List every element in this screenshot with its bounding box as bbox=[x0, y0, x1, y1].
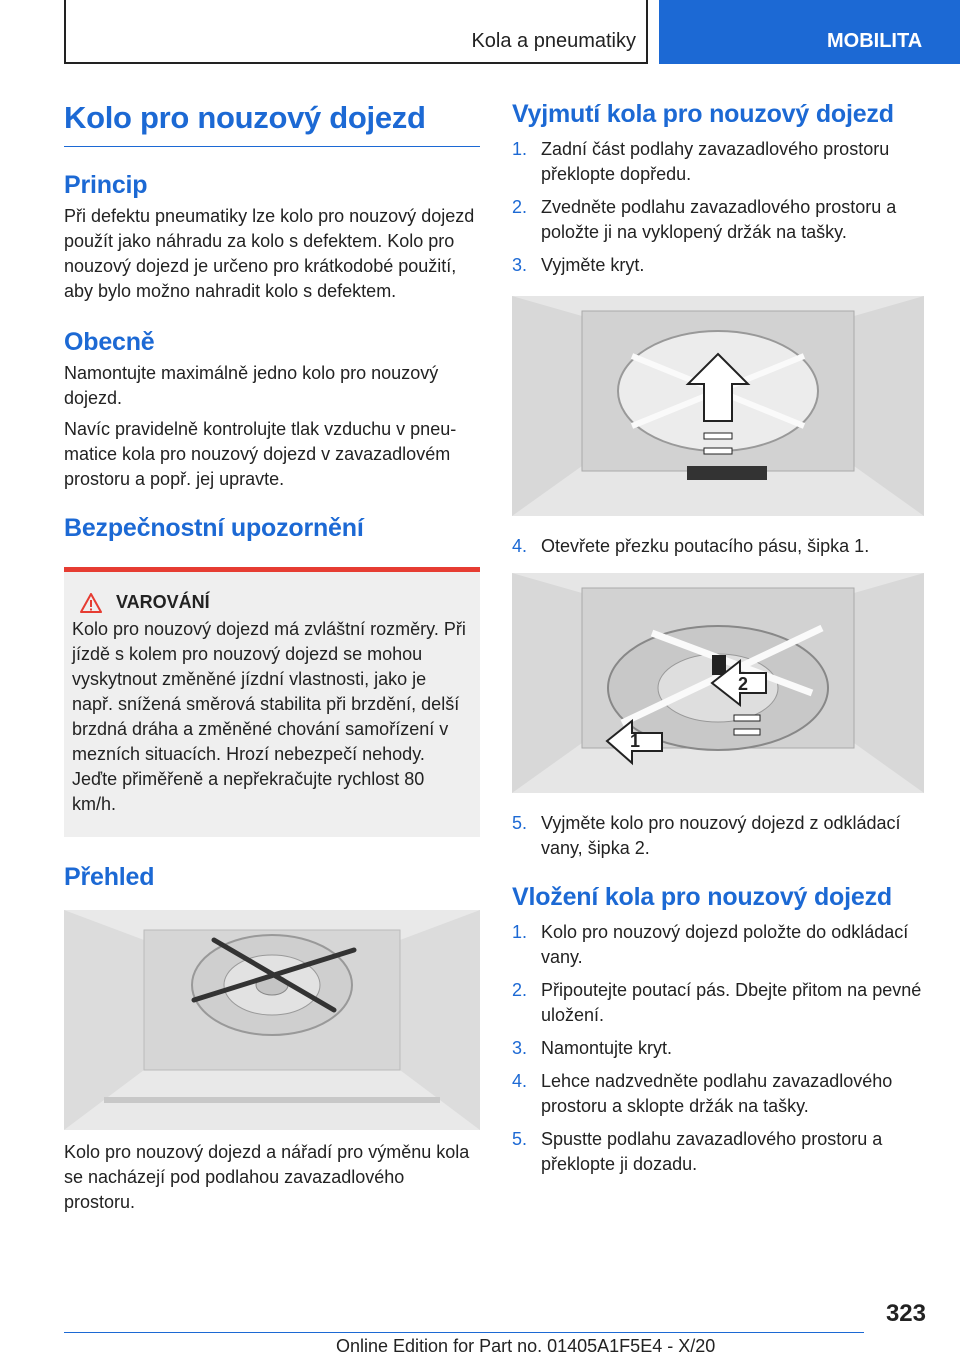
list-item: 5. Vyjměte kolo pro nouzový dojezd z odkládací vany, šipka 2. bbox=[512, 813, 901, 858]
list-item: 5. Spustte podlahu zavazadlového prostoru a překlopte ji dozadu. bbox=[512, 1129, 883, 1174]
overview-figure bbox=[64, 910, 480, 1130]
warning-text: Kolo pro nouzový dojezd má zvláštní rozměry. Při jízdě s kolem pro nouzový dojezd se mohou vyskytnout změněné jízdní vlastnosti, jako je např. snížená směrová stabilita při brzdění, delší brzdná dráha a změněné chování samořízení v mezních situacích. Hrozí nebezpečí nehody. Jeďte přiměřeně a nepřekračujte rychlost 80 km/h. bbox=[72, 619, 466, 814]
insert-steps-list bbox=[512, 920, 924, 1177]
remove-step-5-list bbox=[512, 811, 924, 861]
remove-steps-list-a bbox=[512, 137, 924, 278]
list-item: 1. Kolo pro nouzový dojezd položte do odkládací vany. bbox=[512, 922, 909, 967]
list-item: 2. Zvedněte podlahu zavazadlového prostoru a položte ji na vyklopený držák na tašky. bbox=[512, 197, 897, 242]
principle-text: Při defektu pneumatiky lze kolo pro nouzový dojezd použít jako náhradu za kolo s defektem. Kolo pro nouzový dojezd je určeno pro krátkodobé použití, aby bylo možno nahradit kolo s defektem. bbox=[64, 206, 475, 301]
footer-divider bbox=[64, 1332, 864, 1333]
list-item: 1. Zadní část podlahy zavazadlového prostoru překlopte dopředu. bbox=[512, 139, 890, 184]
list-item: 4. Lehce nadzvedněte podlahu zavazadlového prostoru a sklopte držák na tašky. bbox=[512, 1071, 893, 1116]
page-title: Kolo pro nouzový dojezd bbox=[64, 100, 480, 147]
figure-belt-buckle bbox=[512, 573, 924, 793]
warning-title: VAROVÁNÍ bbox=[116, 592, 210, 612]
figure-cover-removal bbox=[512, 296, 924, 516]
list-item: 2. Připoutejte poutací pás. Dbejte přitom na pevné uložení. bbox=[512, 980, 922, 1025]
warning-triangle-icon bbox=[80, 593, 102, 613]
list-item: 3. Namontujte kryt. bbox=[512, 1038, 673, 1058]
safety-heading: Bezpečnostní upozornění bbox=[64, 514, 364, 542]
warning-title-row bbox=[72, 592, 472, 613]
general-text-2: Navíc pravidelně kontrolujte tlak vzduchu v pneumatice kola pro nouzový dojezd v zavazadlovém prostoru a popř. jej upravte. bbox=[64, 419, 457, 489]
remove-heading: Vyjmutí kola pro nouzový dojezd bbox=[512, 100, 894, 128]
list-item: 4. Otevřete přezku poutacího pásu, šipka 1. bbox=[512, 536, 870, 556]
insert-heading: Vložení kola pro nouzový dojezd bbox=[512, 883, 892, 911]
figure-arrow-label: 1 bbox=[630, 731, 641, 751]
general-heading: Obecně bbox=[64, 328, 155, 356]
header-chapter: Kola a pneumatiky bbox=[471, 30, 636, 52]
page-number: 323 bbox=[885, 1300, 926, 1327]
footer-edition: Online Edition for Part no. 01405A1F5E4 - X/20 bbox=[336, 1336, 716, 1356]
overview-caption: Kolo pro nouzový dojezd a nářadí pro výměnu kola se nacházejí pod podlahou zavazadlového prostoru. bbox=[64, 1142, 470, 1212]
figure-arrow-label: 2 bbox=[738, 674, 749, 694]
right-column bbox=[512, 100, 924, 1185]
list-item: 3. Vyjměte kryt. bbox=[512, 255, 645, 275]
remove-step-4-list bbox=[512, 534, 924, 559]
general-text-1: Namontujte maximálně jedno kolo pro nouzový dojezd. bbox=[64, 363, 439, 408]
warning-box bbox=[64, 567, 480, 837]
left-column bbox=[64, 100, 480, 1215]
overview-heading: Přehled bbox=[64, 863, 155, 891]
principle-heading: Princip bbox=[64, 171, 148, 199]
header-section-tab: MOBILITA bbox=[659, 0, 960, 64]
